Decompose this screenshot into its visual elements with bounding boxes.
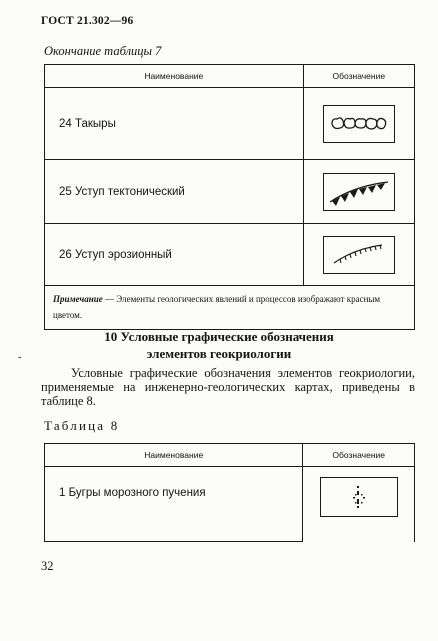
paragraph-text: Условные графические обозначения элементов геокриологии, применяемые на инженерно-геологических картах, приведены в таблице 8. (41, 366, 415, 408)
row-label: 1 Бугры морозного пучения (45, 467, 303, 542)
section-title (0, 328, 438, 362)
table-row (45, 88, 415, 160)
table7-note-row (45, 286, 415, 330)
row-label: 24 Такыры (45, 88, 304, 160)
takyr-symbol-icon (323, 105, 395, 143)
table8-caption: Таблица 8 (44, 418, 120, 433)
body-paragraph (41, 366, 415, 408)
row-label: 26 Уступ эрозионный (45, 224, 304, 286)
tectonic-scarp-symbol-icon (323, 173, 395, 211)
document-header: ГОСТ 21.302—96 (41, 15, 134, 27)
table-row (45, 160, 415, 224)
table7-col-symbol-header: Обозначение (303, 65, 414, 88)
note-label: Примечание (53, 294, 103, 304)
table8-col-symbol-header: Обозначение (303, 444, 415, 467)
page-number: 32 (41, 559, 54, 573)
table8-col-name-header: Наименование (45, 444, 303, 467)
table-7 (44, 64, 415, 330)
table7-header-row (45, 65, 415, 88)
table7-continuation-caption: Окончание таблицы 7 (44, 44, 162, 58)
table8-header-row (45, 444, 415, 467)
table-8 (44, 443, 415, 542)
margin-dash-mark: - (18, 352, 22, 363)
section-title-line2: элементов геокриологии (146, 346, 292, 361)
erosional-scarp-symbol-icon (323, 236, 395, 274)
table-row (45, 224, 415, 286)
section-title-line1: 10 Условные графические обозначения (104, 329, 334, 344)
note-text: — Элементы геологических явлений и процессов изображают красным цветом. (53, 294, 381, 320)
table7-col-name-header: Наименование (45, 65, 304, 88)
row-label: 25 Уступ тектонический (45, 160, 304, 224)
frost-heave-mounds-symbol-icon (320, 477, 398, 517)
table-row (45, 467, 415, 542)
